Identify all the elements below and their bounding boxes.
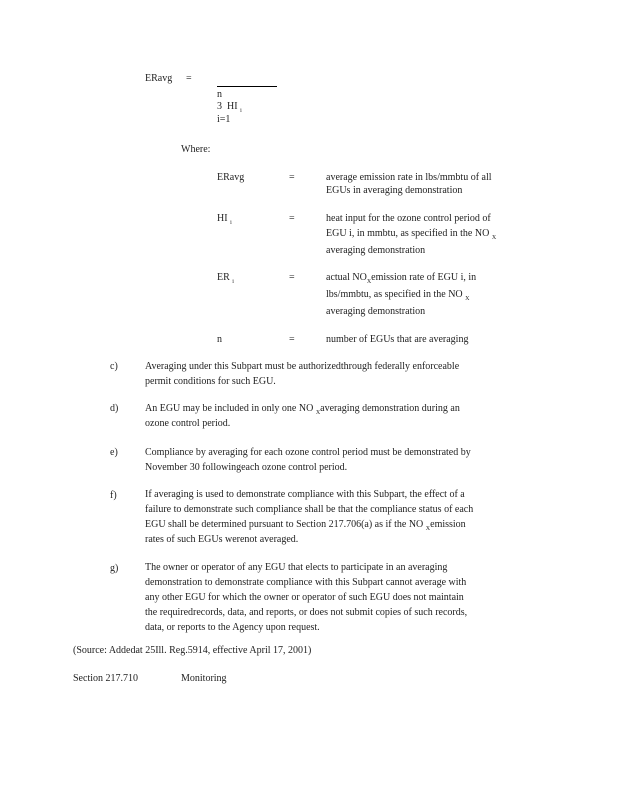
- source-note: (Source: Addedat 25Ill. Reg.5914, effective April 17, 2001): [73, 645, 312, 656]
- section-number: Section 217.710: [73, 673, 138, 684]
- para-c: Averaging under this Subpart must be authorizedthrough federally enforceable permit conditions for such EGU.: [145, 361, 460, 387]
- sum-upper-limit: n: [217, 89, 222, 100]
- def-equals: =: [289, 334, 295, 345]
- def-er-line-1: actual $NO_Xemission$ rate of EGU i, in: [326, 272, 477, 285]
- sum-term-sub: i: [240, 108, 242, 114]
- def-hi-line-2: EGU i, in mmbtu, as specified in the NO $_X$: [326, 228, 497, 241]
- fraction-bar: [217, 86, 277, 87]
- def-symbol-hi: HI $_i$: [217, 213, 232, 226]
- def-symbol-er: ER $_i$: [217, 272, 234, 285]
- def-symbol-eravg: ERavg: [217, 172, 245, 183]
- sum-term-var: HI: [227, 101, 238, 112]
- def-equals: =: [289, 272, 295, 283]
- formula-lhs: ERavg: [145, 73, 173, 84]
- para-e-label: e): [110, 447, 118, 458]
- para-e: Compliance by averaging for each ozone control period must be demonstrated by November 30 followingeach ozone control period.: [145, 447, 471, 473]
- def-n-line-1: number of EGUs that are averaging: [326, 334, 469, 345]
- para-f: If averaging is used to demonstrate compliance with this Subpart, the effect of a failure to demonstrate such compliance shall be that the compliance status of each EGU shall be determined pursuant to Section 217.706(a) as if the NO $_X$emission rates of such EGUs werenot averaged.: [145, 489, 474, 545]
- para-g: The owner or operator of any EGU that elects to participate in an averaging demonstration to demonstrate compliance with this Subpart cannot average with any other EGU for which the owner or operator of such EGU does not maintain the requiredrecords, data, and reports, or does not submit copies of such records, data, or reports to the Agency upon request.: [145, 562, 468, 633]
- para-f-label: f): [110, 490, 117, 501]
- sum-lower-limit: i=1: [217, 114, 231, 125]
- def-equals: =: [289, 213, 295, 224]
- sum-term: [217, 101, 242, 114]
- para-d: An EGU may be included in only one NO $_X$averaging demonstration during an ozone control period.: [145, 403, 460, 429]
- def-symbol-n: n: [217, 334, 222, 345]
- where-label: Where:: [181, 144, 211, 155]
- def-eravg-line-2: EGUs in averaging demonstration: [326, 185, 463, 196]
- def-er-line-2: lbs/mmbtu, as specified in the NO $_X$: [326, 289, 470, 302]
- def-er-line-3: averaging demonstration: [326, 306, 426, 317]
- sum-symbol: 3: [217, 101, 222, 112]
- def-hi-line-1: heat input for the ozone control period of: [326, 213, 491, 224]
- para-g-label: g): [110, 563, 119, 574]
- para-c-label: c): [110, 361, 118, 372]
- def-equals: =: [289, 172, 295, 183]
- section-title: Monitoring: [181, 673, 227, 684]
- para-d-label: d): [110, 403, 119, 414]
- def-hi-line-3: averaging demonstration: [326, 245, 426, 256]
- formula-equals: =: [186, 73, 192, 84]
- def-eravg-line-1: average emission rate in lbs/mmbtu of all: [326, 172, 492, 183]
